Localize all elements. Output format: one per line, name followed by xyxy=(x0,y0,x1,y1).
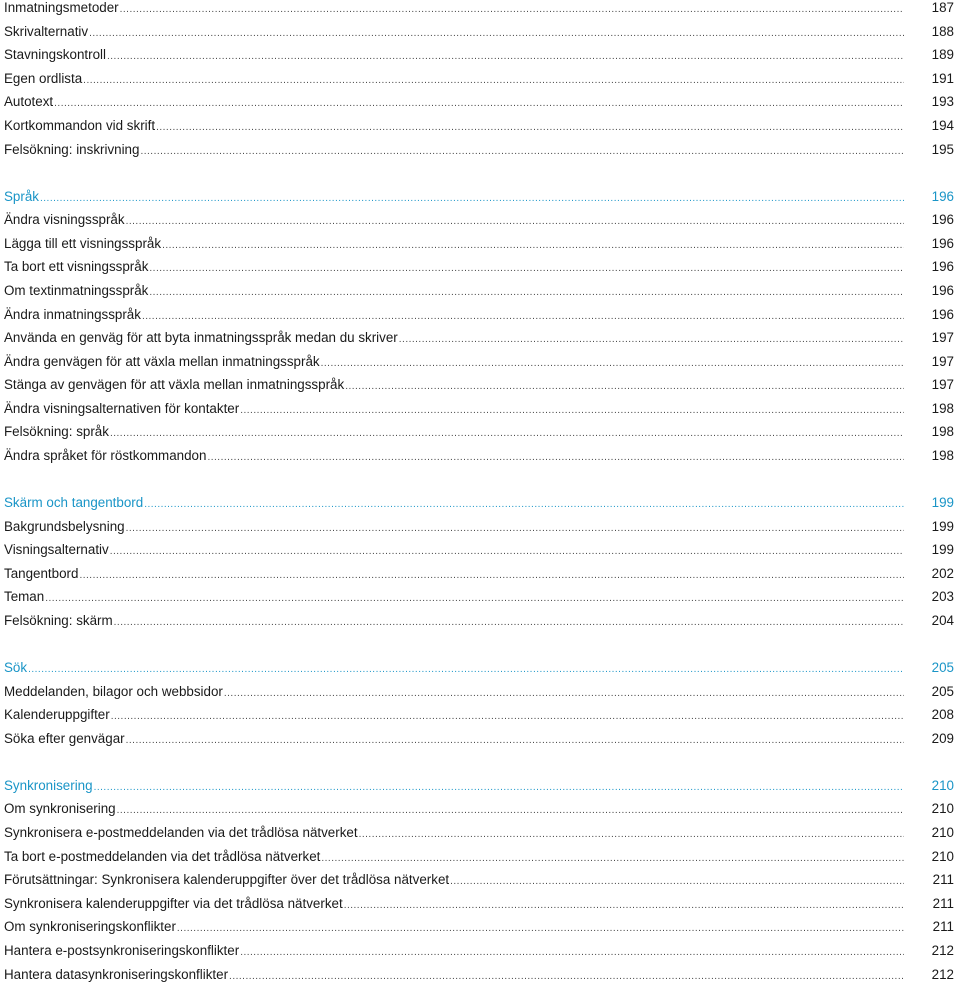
toc-page-number: 211 xyxy=(932,872,954,888)
toc-entry[interactable] xyxy=(4,138,954,162)
toc-entry-title: Ändra visningsspråk xyxy=(4,212,125,228)
toc-entry[interactable] xyxy=(4,868,954,892)
dot-leader xyxy=(126,729,904,753)
toc-entry[interactable] xyxy=(4,703,954,727)
toc-entry-title: Kortkommandon vid skrift xyxy=(4,117,156,133)
toc-entry[interactable] xyxy=(4,727,954,751)
toc-page-number: 198 xyxy=(931,400,954,416)
toc-page-number: 205 xyxy=(931,683,954,699)
dot-leader xyxy=(126,517,904,541)
dot-leader xyxy=(149,281,904,305)
dot-leader xyxy=(240,941,904,965)
toc-page-number: 198 xyxy=(931,424,954,440)
toc-entry-title: Stänga av genvägen för att växla mellan inmatningsspråk xyxy=(4,377,345,393)
dot-leader xyxy=(142,305,904,329)
dot-leader xyxy=(240,399,904,423)
dot-leader xyxy=(207,446,904,470)
toc-entry[interactable] xyxy=(4,444,954,468)
dot-leader xyxy=(94,776,904,800)
toc-entry[interactable] xyxy=(4,963,954,987)
toc-entry[interactable] xyxy=(4,420,954,444)
toc-section-heading[interactable] xyxy=(4,656,954,680)
toc-entry-title: Stavningskontroll xyxy=(4,47,106,63)
dot-leader xyxy=(40,187,904,211)
toc-entry-title: Visningsalternativ xyxy=(4,542,109,558)
toc-page-number: 187 xyxy=(931,0,954,15)
toc-entry-title: Synkronisera kalenderuppgifter via det trådlösa nätverket xyxy=(4,895,343,911)
toc-entry-title: Söka efter genvägar xyxy=(4,730,125,746)
dot-leader xyxy=(107,45,904,69)
toc-page-number: 196 xyxy=(931,188,954,204)
dot-leader xyxy=(89,22,904,46)
toc-entry-title: Ta bort ett visningsspråk xyxy=(4,259,149,275)
section-spacer xyxy=(4,633,954,656)
toc-page-number: 197 xyxy=(931,377,954,393)
toc-page-number: 198 xyxy=(931,448,954,464)
toc-entry-title: Hantera e-postsynkroniseringskonflikter xyxy=(4,942,240,958)
toc-entry[interactable] xyxy=(4,326,954,350)
toc-entry[interactable] xyxy=(4,397,954,421)
toc-entry-title: Autotext xyxy=(4,94,54,110)
toc-entry[interactable] xyxy=(4,114,954,138)
toc-entry[interactable] xyxy=(4,303,954,327)
dot-leader xyxy=(83,69,904,93)
toc-entry-title: Skrivalternativ xyxy=(4,23,89,39)
dot-leader xyxy=(144,493,904,517)
toc-page-number: 196 xyxy=(931,282,954,298)
toc-page-number: 204 xyxy=(931,613,954,629)
toc-page-number: 210 xyxy=(931,777,954,793)
toc-page-number: 210 xyxy=(931,801,954,817)
toc-page-number: 210 xyxy=(931,848,954,864)
dot-leader xyxy=(345,375,904,399)
toc-page-number: 199 xyxy=(931,542,954,558)
toc-page-number: 197 xyxy=(931,353,954,369)
toc-entry[interactable] xyxy=(4,797,954,821)
toc-entry-title: Inmatningsmetoder xyxy=(4,0,119,15)
toc-entry[interactable] xyxy=(4,350,954,374)
section-spacer xyxy=(4,750,954,773)
toc-page-number: 196 xyxy=(931,259,954,275)
toc-entry-title: Om synkroniseringskonflikter xyxy=(4,919,176,935)
toc-entry-title: Förutsättningar: Synkronisera kalenderuppgifter över det trådlösa nätverket xyxy=(4,872,450,888)
toc-page-number: 189 xyxy=(931,47,954,63)
toc-entry-title: Ändra inmatningsspråk xyxy=(4,306,141,322)
dot-leader xyxy=(359,823,904,847)
toc-entry[interactable] xyxy=(4,232,954,256)
toc-entry-title: Felsökning: språk xyxy=(4,424,109,440)
dot-leader xyxy=(120,0,904,22)
toc-entry[interactable] xyxy=(4,538,954,562)
toc-page-number: 191 xyxy=(931,70,954,86)
toc-page-number: 209 xyxy=(931,730,954,746)
toc-entry-title: Felsökning: skärm xyxy=(4,613,113,629)
section-spacer xyxy=(4,161,954,184)
toc-page-number: 212 xyxy=(931,966,954,982)
toc-entry[interactable] xyxy=(4,680,954,704)
toc-entry[interactable] xyxy=(4,279,954,303)
toc-page-number: 199 xyxy=(931,518,954,534)
toc-entry[interactable] xyxy=(4,208,954,232)
toc-entry[interactable] xyxy=(4,255,954,279)
toc-page-number: 202 xyxy=(931,565,954,581)
toc-entry-title: Egen ordlista xyxy=(4,70,83,86)
toc-page-number: 197 xyxy=(931,330,954,346)
toc-heading-title: Synkronisering xyxy=(4,777,93,793)
toc-entry[interactable] xyxy=(4,0,954,20)
toc-page-number: 199 xyxy=(931,495,954,511)
dot-leader xyxy=(344,894,904,918)
toc-page-number: 195 xyxy=(931,141,954,157)
toc-entry-title: Ändra genvägen för att växla mellan inmatningsspråk xyxy=(4,353,320,369)
toc-page-number: 205 xyxy=(931,660,954,676)
dot-leader xyxy=(110,540,904,564)
toc-entry-title: Kalenderuppgifter xyxy=(4,707,110,723)
toc-page-number: 196 xyxy=(931,235,954,251)
toc-entry-title: Om textinmatningsspråk xyxy=(4,282,149,298)
toc-page-number: 210 xyxy=(931,824,954,840)
toc-heading-title: Sök xyxy=(4,660,28,676)
toc-entry-title: Ändra språket för röstkommandon xyxy=(4,448,207,464)
toc-page-number: 196 xyxy=(931,306,954,322)
toc-entry-title: Synkronisera e-postmeddelanden via det trådlösa nätverket xyxy=(4,824,358,840)
dot-leader xyxy=(177,917,904,941)
toc-entry[interactable] xyxy=(4,915,954,939)
toc-section-heading[interactable] xyxy=(4,185,954,209)
toc-page-number: 193 xyxy=(931,94,954,110)
dot-leader xyxy=(111,705,904,729)
toc-entry[interactable] xyxy=(4,845,954,869)
toc-entry-title: Hantera datasynkroniseringskonflikter xyxy=(4,966,229,982)
toc-page-number: 208 xyxy=(931,707,954,723)
toc-entry[interactable] xyxy=(4,585,954,609)
toc-entry[interactable] xyxy=(4,373,954,397)
dot-leader xyxy=(114,611,904,635)
toc-entry-title: Meddelanden, bilagor och webbsidor xyxy=(4,683,223,699)
dot-leader xyxy=(156,116,904,140)
toc-entry[interactable] xyxy=(4,562,954,586)
toc-page-number: 203 xyxy=(931,589,954,605)
toc-entry[interactable] xyxy=(4,67,954,91)
toc-page-number: 212 xyxy=(931,942,954,958)
toc-entry[interactable] xyxy=(4,515,954,539)
toc-entry-title: Använda en genväg för att byta inmatningsspråk medan du skriver xyxy=(4,330,398,346)
dot-leader xyxy=(28,658,904,682)
dot-leader xyxy=(126,210,904,234)
dot-leader xyxy=(321,847,904,871)
toc-section-heading[interactable] xyxy=(4,774,954,798)
table-of-contents xyxy=(4,0,954,986)
toc-entry[interactable] xyxy=(4,939,954,963)
dot-leader xyxy=(54,92,904,116)
dot-leader xyxy=(110,422,904,446)
toc-entry-title: Felsökning: inskrivning xyxy=(4,141,140,157)
dot-leader xyxy=(224,682,904,706)
dot-leader xyxy=(399,328,904,352)
section-spacer xyxy=(4,468,954,491)
toc-entry[interactable] xyxy=(4,20,954,44)
dot-leader xyxy=(117,799,904,823)
toc-page-number: 194 xyxy=(931,117,954,133)
toc-page-number: 196 xyxy=(931,212,954,228)
dot-leader xyxy=(321,352,904,376)
toc-entry[interactable] xyxy=(4,90,954,114)
toc-section-heading[interactable] xyxy=(4,491,954,515)
toc-entry-title: Bakgrundsbelysning xyxy=(4,518,125,534)
toc-entry[interactable] xyxy=(4,892,954,916)
toc-heading-title: Språk xyxy=(4,188,39,204)
dot-leader xyxy=(450,870,904,894)
toc-entry-title: Tangentbord xyxy=(4,565,79,581)
toc-heading-title: Skärm och tangentbord xyxy=(4,495,144,511)
toc-entry-title: Ändra visningsalternativen för kontakter xyxy=(4,400,240,416)
toc-page-number: 211 xyxy=(932,919,954,935)
toc-page-number: 211 xyxy=(932,895,954,911)
dot-leader xyxy=(140,140,904,164)
dot-leader xyxy=(162,234,904,258)
toc-entry-title: Teman xyxy=(4,589,45,605)
toc-entry-title: Om synkronisering xyxy=(4,801,116,817)
toc-entry[interactable] xyxy=(4,821,954,845)
toc-entry-title: Ta bort e-postmeddelanden via det trådlösa nätverket xyxy=(4,848,321,864)
toc-entry[interactable] xyxy=(4,609,954,633)
dot-leader xyxy=(229,965,904,989)
toc-entry-title: Lägga till ett visningsspråk xyxy=(4,235,162,251)
dot-leader xyxy=(149,257,904,281)
toc-entry[interactable] xyxy=(4,43,954,67)
dot-leader xyxy=(45,587,904,611)
dot-leader xyxy=(79,564,904,588)
toc-page-number: 188 xyxy=(931,23,954,39)
